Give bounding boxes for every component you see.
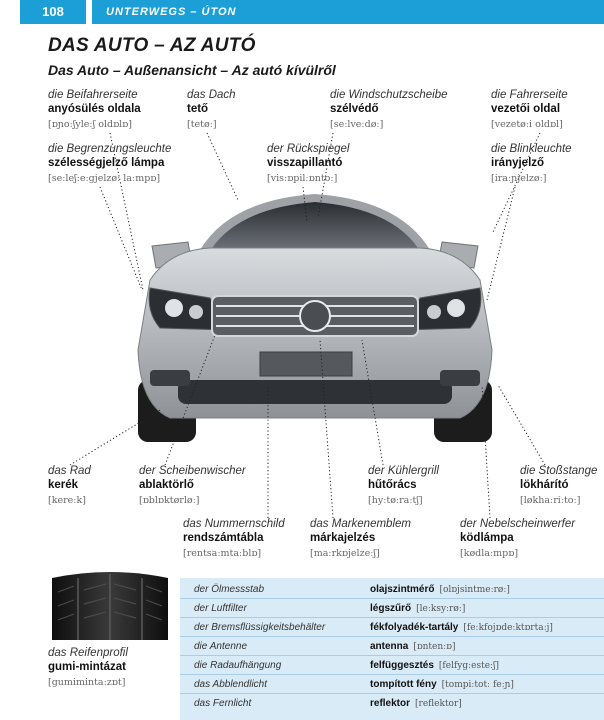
label-phonetic: [gumimintaːzɒt] <box>48 677 126 688</box>
label-bumper <box>520 464 597 508</box>
page-title: DAS AUTO – AZ AUTÓ <box>48 35 256 56</box>
label-phonetic: [kereːk] <box>48 495 86 506</box>
label-phonetic: [ɒblɒktørløː] <box>139 495 200 506</box>
label-de: der Nebelscheinwerfer <box>460 518 576 530</box>
table-cell-phonetic: [feːkfojɒdeːktɒrtaːj] <box>463 623 553 633</box>
label-phonetic: [løkhaːriːtoː] <box>520 495 581 506</box>
label-de: das Rad <box>48 465 91 477</box>
label-hu: szélvédő <box>330 103 379 115</box>
label-phonetic: [tetøː] <box>187 119 217 130</box>
label-hu: anyósülés oldala <box>48 103 141 115</box>
label-de: das Dach <box>187 89 236 101</box>
label-rearview-mirror <box>267 142 349 186</box>
table-cell-de: der Bremsflüssigkeitsbehälter <box>194 622 326 633</box>
table-cell-de: das Fernlicht <box>194 698 252 709</box>
label-hu: márkajelzés <box>310 532 376 544</box>
label-fog-light <box>460 517 575 561</box>
label-wiper <box>139 464 246 508</box>
label-phonetic: [visːɒpilːɒntoː] <box>267 173 338 184</box>
label-phonetic: [rentsaːmtaːblɒ] <box>183 548 262 559</box>
label-de: der Rückspiegel <box>267 143 350 155</box>
vocab-table <box>180 578 604 720</box>
label-phonetic: [ɒɲoːʃyleːʃ oldɒlɒ] <box>48 119 132 130</box>
label-de: der Kühlergrill <box>368 465 439 477</box>
label-phonetic: [iraːɲjelzøː] <box>491 173 547 184</box>
label-hu: tető <box>187 103 209 115</box>
label-driver-side <box>491 88 568 132</box>
table-cell-phonetic: [olɒjsintmeːrøː] <box>439 585 510 595</box>
table-cell-de: die Radaufhängung <box>194 660 282 671</box>
label-hu: visszapillantó <box>267 157 343 169</box>
table-cell-de: der Ölmessstab <box>194 584 265 595</box>
table-row <box>180 618 604 637</box>
label-brand-emblem <box>310 517 411 561</box>
table-cell-hu: felfüggesztés <box>370 660 434 671</box>
label-wheel <box>48 464 91 508</box>
table-cell-hu: antenna <box>370 641 409 652</box>
table-row <box>180 694 604 713</box>
label-roof <box>187 88 236 132</box>
label-hu: gumi-mintázat <box>48 661 126 673</box>
section-title: UNTERWEGS – ÚTON <box>92 0 604 24</box>
tire-tread-image <box>48 572 172 640</box>
table-cell-hu: olajszintmérő <box>370 584 435 595</box>
label-de: das Nummernschild <box>183 518 285 530</box>
table-cell-hu: fékfolyadék-tartály <box>370 622 459 633</box>
table-cell-de: das Abblendlicht <box>194 679 268 690</box>
table-cell-phonetic: [tompiːtotː feːɲ] <box>441 680 514 690</box>
table-cell-phonetic: [ɒntenːɒ] <box>413 642 456 652</box>
label-radiator-grille <box>368 464 439 508</box>
label-phonetic: [seːleʃ:eːgjelzøː laːmpɒ] <box>48 173 161 184</box>
label-hu: szélességjelző lámpa <box>48 157 165 169</box>
label-passenger-side <box>48 88 141 132</box>
label-hu: ablaktörlő <box>139 479 194 491</box>
label-windshield <box>330 88 448 132</box>
label-phonetic: [hyːtøːraːtʃ] <box>368 495 423 506</box>
label-turn-signal <box>491 142 572 186</box>
label-phonetic: [seːlveːdøː] <box>330 119 384 130</box>
label-phonetic: [maːrkɒjelzeːʃ] <box>310 548 380 559</box>
label-de: die Fahrerseite <box>491 89 568 101</box>
table-cell-hu: légszűrő <box>370 603 412 614</box>
label-side-marker-light <box>48 142 171 186</box>
label-phonetic: [vezetøːi oldɒl] <box>491 119 563 130</box>
label-hu: hűtőrács <box>368 479 417 491</box>
table-cell-phonetic: [leːksyːrøː] <box>416 604 466 614</box>
label-de: das Markenemblem <box>310 518 411 530</box>
page-number: 108 <box>20 0 86 24</box>
label-de: die Stoßstange <box>520 465 598 477</box>
label-hu: irányjelző <box>491 157 545 169</box>
table-row <box>180 656 604 675</box>
label-de: die Begrenzungsleuchte <box>48 143 172 155</box>
label-de: der Scheibenwischer <box>139 465 246 477</box>
table-cell-de: der Luftfilter <box>194 603 247 614</box>
label-hu: ködlámpa <box>460 532 514 544</box>
table-cell-hu: reflektor <box>370 698 411 709</box>
label-de: die Beifahrerseite <box>48 89 138 101</box>
label-hu: kerék <box>48 479 79 491</box>
label-de: die Windschutzscheibe <box>330 89 448 101</box>
table-row <box>180 580 604 599</box>
label-tire-tread <box>48 646 128 690</box>
page-subtitle: Das Auto – Außenansicht – Az autó kívülről <box>48 62 336 78</box>
table-cell-de: die Antenne <box>194 641 248 652</box>
label-license-plate <box>183 517 285 561</box>
table-cell-phonetic: [reflektor] <box>415 699 462 709</box>
table-row <box>180 675 604 694</box>
label-de: das Reifenprofil <box>48 647 128 659</box>
label-hu: lökhárító <box>520 479 569 491</box>
label-hu: vezetői oldal <box>491 103 561 115</box>
table-row <box>180 599 604 618</box>
label-hu: rendszámtábla <box>183 532 264 544</box>
table-row <box>180 637 604 656</box>
table-cell-hu: tompított fény <box>370 679 437 690</box>
label-de: die Blinkleuchte <box>491 143 572 155</box>
table-cell-phonetic: [felfygːesteːʃ] <box>438 661 500 671</box>
label-phonetic: [kødlaːmpɒ] <box>460 548 519 559</box>
